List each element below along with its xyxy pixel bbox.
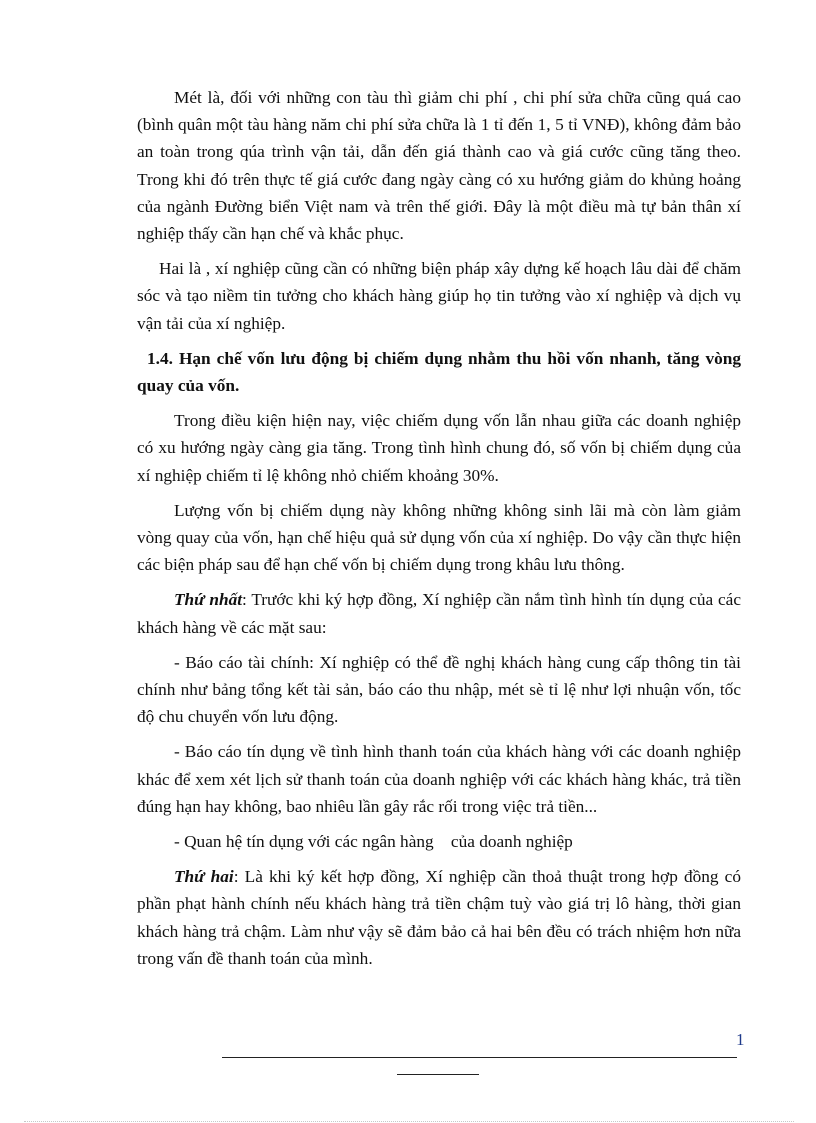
bullet-bao-cao-tin-dung: - Báo cáo tín dụng về tình hình thanh toán của khách hàng với các doanh nghiệp khác để xem xét lịch sử thanh toán của doanh nghiệp với các khách hàng khác, trả tiền đúng hạn hay không, bao nhiêu lần gây rắc rối trong việc trả tiền... [137,742,741,816]
paragraph-thu-hai [137,863,741,972]
paragraph-thu-nhat [137,586,741,640]
document-body [137,84,741,980]
page-edge-divider [24,1121,794,1122]
paragraph-ve-chi-phi: Mét là, đối với những con tàu thì giảm chi phí , chi phí sửa chữa cũng quá cao (bình quân một tàu hàng năm chi phí sửa chữa là 1 tỉ đến 1, 5 tỉ VNĐ), không đảm bảo an toàn trong qúa trình vận tải, dẫn đến giá thành cao và giá cước cũng tăng theo. Trong khi đó trên thực tế giá cước đang ngày càng có xu hướng giảm do khủng hoảng của ngành Đường biển Việt nam và trên thế giới. Đây là một điều mà tự bản thân xí nghiệp thấy cần hạn chế và khắc phục. [137,88,741,244]
thu-nhat-text: : Trước khi ký hợp đồng, Xí nghiệp cần nắm tình hình tín dụng của các khách hàng về các mặt sau: [137,590,741,637]
paragraph-luong-von: Lượng vốn bị chiếm dụng này không những không sinh lãi mà còn làm giảm vòng quay của vốn, hạn chế hiệu quả sử dụng vốn của xí nghiệp. Do vậy cần thực hiện các biện pháp sau để hạn chế vốn bị chiếm dụng trong khâu lưu thông. [137,500,741,575]
thu-hai-lead: Thứ hai [174,867,234,887]
section-heading: 1.4. Hạn chế vốn lưu động bị chiếm dụng nhằm thu hồi vốn nhanh, tăng vòng quay của vốn. [137,348,741,396]
paragraph-hai-la: Hai là , xí nghiệp cũng cần có những biện pháp xây dựng kế hoạch lâu dài để chăm sóc và tạo niềm tin tưởng cho khách hàng giúp họ tin tưởng vào xí nghiệp và dịch vụ vận tải của xí nghiệp. [137,259,741,333]
thu-nhat-lead: Thứ nhất [174,590,243,610]
bullet-bao-cao-tai-chinh: - Báo cáo tài chính: Xí nghiệp có thể đề nghị khách hàng cung cấp thông tin tài chính như bảng tổng kết tài sản, báo cáo thu nhập, mét sè tỉ lệ như lợi nhuận vốn, tốc độ chu chuyển vốn lưu động. [137,652,741,727]
paragraph-chiem-dung-von: Trong điều kiện hiện nay, việc chiếm dụng vốn lẫn nhau giữa các doanh nghiệp có xu hướng ngày càng gia tăng. Trong tình hình chung đó, số vốn bị chiếm dụng của xí nghiệp chiếm tỉ lệ không nhỏ chiếm khoảng 30%. [137,411,741,485]
page-number: 1 [736,1030,745,1049]
thu-hai-text: : Là khi ký kết hợp đồng, Xí nghiệp cần thoả thuật trong hợp đồng có phần phạt hành chính nếu khách hàng trả tiền chậm tuỳ vào giá trị lô hàng, thời gian khách hàng trả chậm. Làm như vậy sẽ đảm bảo cả hai bên đều có trách nhiệm hơn nữa trong vấn đề thanh toán của mình. [137,867,741,968]
bullet-quan-he-tin-dung: - Quan hệ tín dụng với các ngân hàng của doanh nghiệp [174,832,573,852]
footer-rule-short [397,1074,479,1075]
footer-rule [222,1057,737,1058]
